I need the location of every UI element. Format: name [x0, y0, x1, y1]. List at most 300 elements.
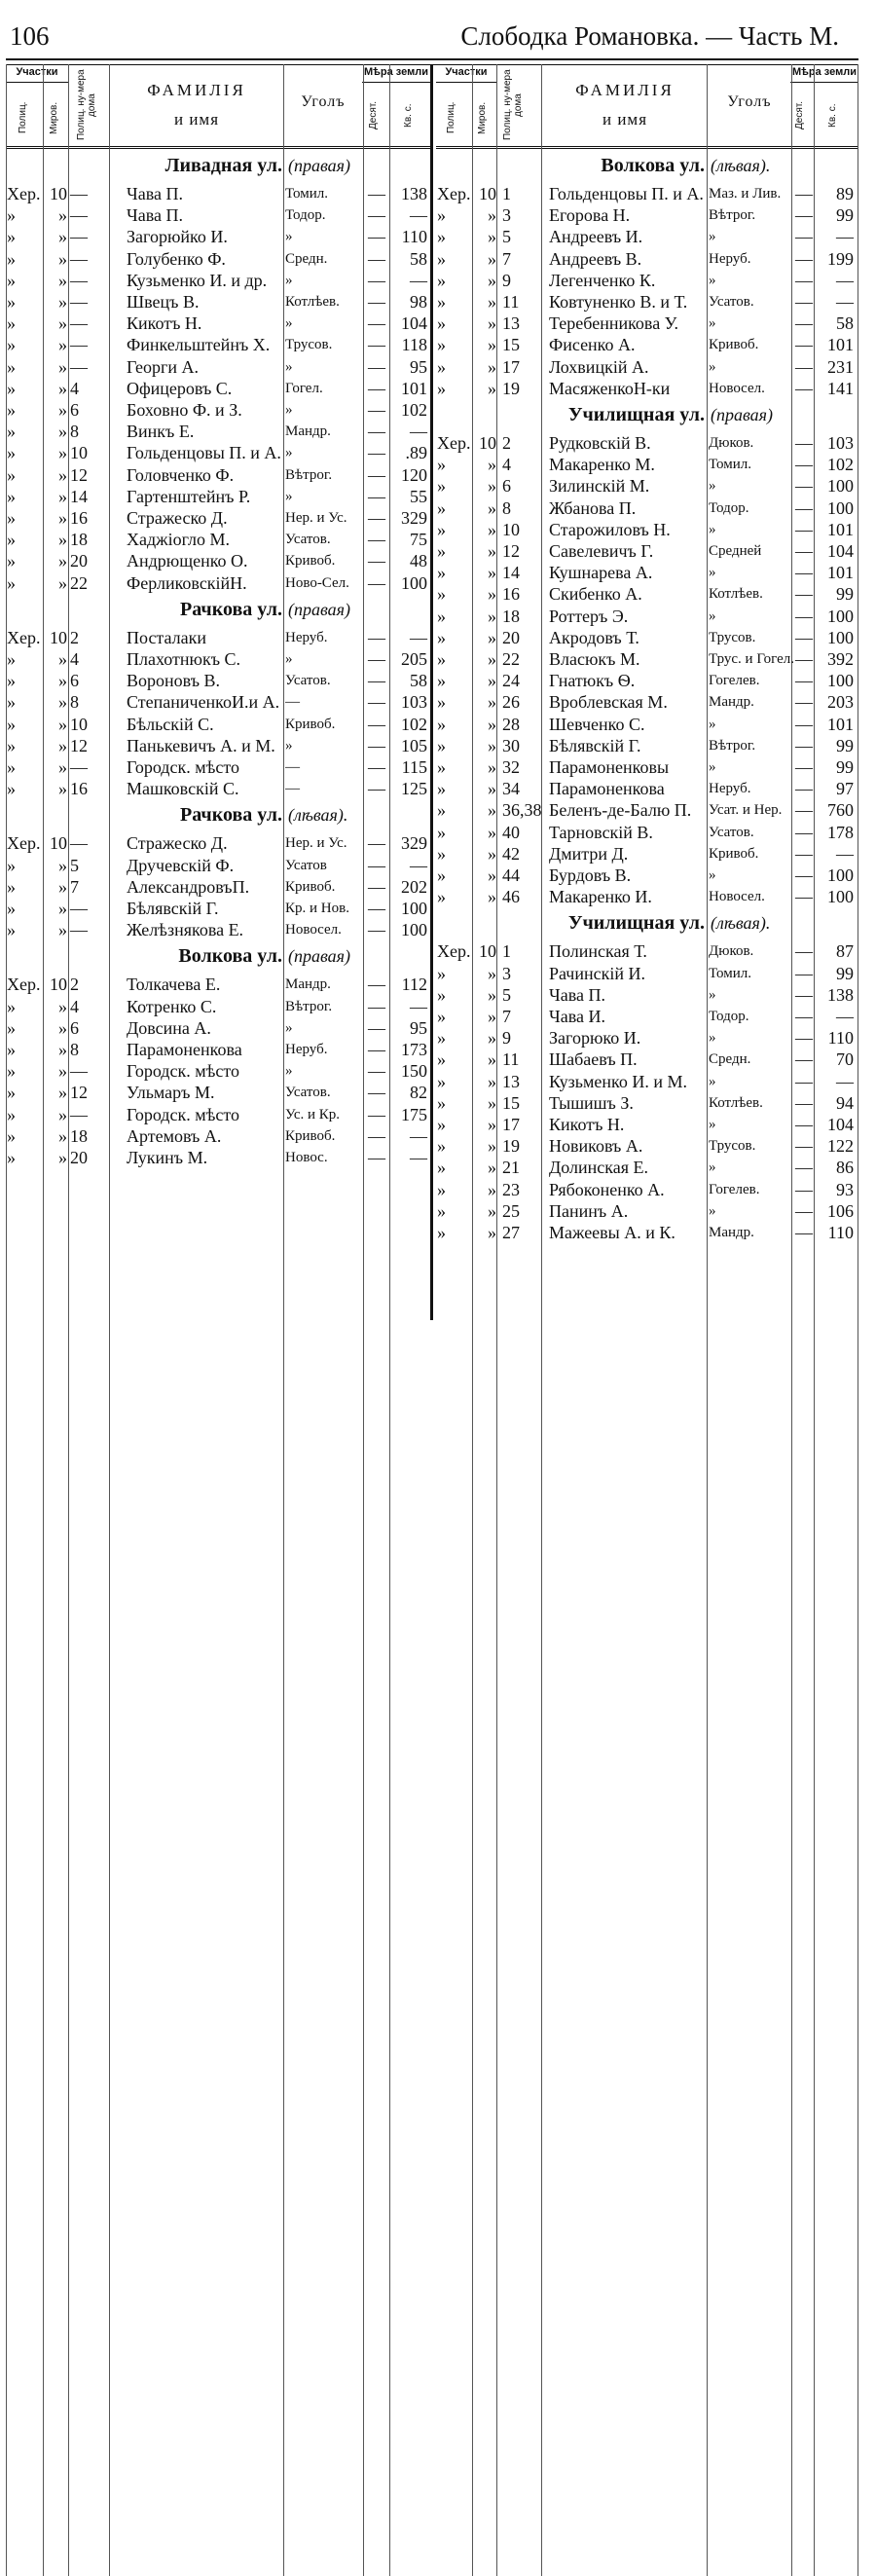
land-desyatin: — [795, 455, 813, 475]
magistrate-district: » [58, 920, 67, 940]
house-number: 9 [502, 1028, 511, 1049]
magistrate-district: » [488, 1071, 496, 1091]
corner-street: » [285, 651, 293, 667]
police-district: » [437, 1223, 446, 1242]
land-sq-sazhen: 112 [401, 975, 427, 995]
magistrate-district: » [58, 1083, 67, 1103]
land-desyatin: — [368, 692, 385, 713]
magistrate-district: » [58, 530, 67, 550]
corner-street: Котлѣев. [709, 1094, 763, 1111]
header-familiya: ФАМИЛІЯ и имя [147, 81, 246, 129]
owner-name: Гартенштейнъ Р. [127, 486, 251, 506]
table-row [6, 778, 430, 799]
table-row [436, 583, 858, 605]
house-number: — [70, 205, 88, 226]
house-number: 8 [70, 1040, 79, 1059]
land-desyatin: — [795, 356, 813, 377]
header-uchastki: Участки [445, 66, 488, 78]
house-number: 6 [70, 1017, 79, 1038]
police-district: » [7, 443, 16, 463]
owner-name: Акродовъ Т. [549, 627, 639, 647]
land-sq-sazhen: 110 [401, 227, 427, 247]
table-row [6, 291, 430, 313]
magistrate-district: » [488, 1092, 496, 1113]
police-district: » [437, 606, 446, 626]
corner-street: Усатов. [285, 673, 331, 689]
house-number: 19 [502, 1136, 520, 1157]
house-number: 9 [502, 270, 511, 290]
house-number: — [70, 248, 88, 269]
owner-name: Чава П. [127, 205, 183, 226]
page-title: Слободка Романовка. — Часть М. [460, 21, 839, 51]
magistrate-district: » [58, 508, 67, 528]
corner-street: » [285, 445, 293, 461]
magistrate-district: » [488, 227, 496, 247]
magistrate-district: » [58, 757, 67, 777]
magistrate-district: » [488, 378, 496, 398]
owner-name: Кузьменко И. и М. [549, 1071, 687, 1091]
land-sq-sazhen: 100 [827, 606, 854, 626]
police-district: » [7, 996, 16, 1016]
header-desyat: Десят. [368, 101, 379, 130]
corner-street: » [285, 315, 293, 332]
owner-name: Андреевъ И. [549, 227, 643, 247]
header-polits: Полиц. [446, 101, 456, 134]
police-district: » [437, 519, 446, 539]
corner-street: Трусов. [709, 629, 756, 645]
owner-name: ФерликовскійН. [127, 572, 247, 593]
owner-name: Городск. мѣсто [127, 1061, 239, 1082]
corner-street: » [709, 272, 716, 288]
land-desyatin: — [368, 996, 385, 1016]
house-number: 14 [502, 563, 520, 583]
corner-street: Гогелев. [709, 673, 760, 689]
corner-street: Усатов. [709, 824, 754, 840]
table-row [436, 1135, 858, 1157]
police-district: » [437, 378, 446, 398]
corner-street: Гогел. [285, 380, 323, 396]
table-row [436, 1114, 858, 1135]
land-sq-sazhen: 101 [401, 378, 427, 398]
magistrate-district: » [488, 822, 496, 842]
corner-street: » [709, 315, 716, 332]
police-district: » [7, 356, 16, 377]
magistrate-district: » [58, 443, 67, 463]
magistrate-district: » [58, 464, 67, 485]
land-sq-sazhen: — [836, 1071, 854, 1091]
police-district: » [7, 400, 16, 420]
owner-name: Макаренко И. [549, 887, 652, 907]
magistrate-district: » [488, 606, 496, 626]
land-desyatin: — [368, 378, 385, 398]
table-row [6, 248, 430, 270]
police-district: » [437, 843, 446, 864]
owner-name: Парамоненкова [549, 779, 665, 799]
magistrate-district: » [58, 735, 67, 755]
police-district: » [437, 476, 446, 497]
house-number: 6 [70, 671, 79, 691]
house-number: 20 [70, 1148, 88, 1167]
house-number: 1 [502, 941, 511, 962]
house-number: 18 [70, 530, 88, 550]
house-number: 8 [70, 692, 79, 713]
magistrate-district: » [58, 1061, 67, 1082]
corner-street: » [709, 867, 716, 883]
table-row [436, 799, 858, 821]
corner-street: Трусов. [709, 1138, 756, 1155]
land-desyatin: — [368, 627, 385, 647]
street-name: Училищная ул. [567, 404, 705, 425]
table-row [6, 1147, 430, 1168]
corner-street: Усат. и Нер. [709, 802, 783, 819]
corner-street: Томил. [709, 457, 752, 473]
corner-street: — [285, 759, 300, 775]
police-district: » [7, 1125, 16, 1146]
land-sq-sazhen: 100 [827, 865, 854, 885]
corner-street: Неруб. [285, 1042, 328, 1057]
police-district: » [7, 735, 16, 755]
police-district: » [437, 692, 446, 713]
owner-name: Чава П. [549, 984, 605, 1005]
left-column [6, 64, 430, 1320]
police-district: » [7, 270, 16, 290]
house-number: 5 [502, 227, 511, 247]
corner-street: Неруб. [285, 629, 328, 645]
corner-street: Вѣтрог. [285, 466, 333, 483]
table-row [436, 226, 858, 247]
table-row [6, 832, 430, 854]
land-sq-sazhen: 95 [410, 356, 427, 377]
house-number: 1 [502, 184, 511, 203]
land-sq-sazhen: 99 [836, 757, 854, 777]
land-sq-sazhen: 93 [836, 1179, 854, 1199]
table-row [6, 270, 430, 291]
land-desyatin: — [795, 270, 813, 290]
header-mirov: Миров. [49, 101, 59, 134]
police-district: » [437, 865, 446, 885]
house-number: 21 [502, 1158, 520, 1178]
magistrate-district: » [58, 378, 67, 398]
land-desyatin: — [795, 779, 813, 799]
house-number: 18 [502, 606, 520, 626]
house-number: 20 [502, 627, 520, 647]
header-rule [6, 58, 858, 60]
magistrate-district: » [58, 649, 67, 669]
police-district: » [437, 757, 446, 777]
corner-street: » [709, 358, 716, 375]
corner-street: » [709, 716, 716, 732]
land-sq-sazhen: 329 [401, 508, 427, 528]
police-district: » [7, 313, 16, 334]
police-district: » [437, 497, 446, 518]
owner-name: Кикотъ Н. [127, 313, 202, 334]
magistrate-district: » [488, 292, 496, 312]
corner-street: Кривоб. [285, 553, 336, 570]
corner-street: » [709, 1159, 716, 1176]
police-district: » [437, 1092, 446, 1113]
land-sq-sazhen: 205 [401, 649, 427, 669]
police-district: Хер. [7, 627, 41, 647]
police-district: » [7, 248, 16, 269]
table-row [436, 886, 858, 907]
police-district: » [437, 248, 446, 269]
table-row [6, 627, 430, 648]
police-district: » [7, 714, 16, 734]
header-mera: Мѣра земли [792, 66, 857, 78]
corner-street: » [285, 272, 293, 288]
land-sq-sazhen: 100 [827, 476, 854, 497]
land-sq-sazhen: 199 [827, 248, 854, 269]
table-row [6, 442, 430, 463]
owner-name: Городск. мѣсто [127, 757, 239, 777]
land-desyatin: — [368, 833, 385, 854]
police-district: » [437, 822, 446, 842]
corner-street: Томил. [709, 965, 752, 981]
header-familiya: ФАМИЛІЯ и имя [575, 81, 675, 129]
corner-street: » [709, 759, 716, 775]
land-sq-sazhen: 89 [836, 184, 854, 203]
magistrate-district: » [488, 1223, 496, 1242]
table-row [436, 183, 858, 204]
house-number: 14 [70, 486, 88, 506]
police-district: » [437, 1200, 446, 1221]
house-number: 7 [502, 248, 511, 269]
table-row [6, 226, 430, 247]
house-number: 24 [502, 671, 520, 691]
police-district: » [437, 292, 446, 312]
corner-street: Новос. [285, 1150, 328, 1165]
corner-street: Томил. [285, 186, 329, 202]
owner-name: Савелевичъ Г. [549, 541, 654, 561]
corner-street: Трусов. [285, 337, 333, 353]
corner-street: Мандр. [709, 694, 754, 711]
owner-name: Чава И. [549, 1007, 605, 1026]
police-district: » [7, 508, 16, 528]
land-sq-sazhen: 231 [827, 356, 854, 377]
magistrate-district: 10 [479, 433, 496, 453]
land-desyatin: — [795, 649, 813, 669]
owner-name: Макаренко М. [549, 455, 655, 475]
police-district: » [437, 205, 446, 226]
house-number: 15 [502, 1092, 520, 1113]
land-sq-sazhen: 86 [836, 1158, 854, 1178]
corner-street: — [285, 781, 300, 797]
house-number: 5 [502, 984, 511, 1005]
land-sq-sazhen: 760 [827, 800, 854, 821]
corner-street: Средн. [709, 1051, 751, 1068]
magistrate-district: » [488, 843, 496, 864]
house-number: 27 [502, 1223, 520, 1242]
land-sq-sazhen: 94 [836, 1092, 854, 1113]
magistrate-district: » [488, 963, 496, 983]
house-number: — [70, 1061, 88, 1082]
police-district: » [7, 779, 16, 799]
street-name: Волкова ул. [178, 945, 282, 968]
magistrate-district: » [58, 855, 67, 875]
land-desyatin: — [795, 692, 813, 713]
table-row [436, 291, 858, 313]
owner-name: Городск. мѣсто [127, 1104, 239, 1124]
house-number: 16 [70, 508, 88, 528]
corner-street: Гогелев. [709, 1181, 760, 1197]
land-sq-sazhen: — [836, 292, 854, 312]
owner-name: Парамоненковы [549, 757, 670, 777]
land-desyatin: — [795, 757, 813, 777]
corner-street: » [285, 737, 293, 754]
owner-name: Кушнарева А. [549, 563, 653, 583]
land-desyatin: — [368, 671, 385, 691]
land-desyatin: — [795, 1115, 813, 1134]
table-row [436, 562, 858, 583]
table-row [436, 313, 858, 334]
street-heading [6, 942, 430, 970]
corner-street: » [709, 1202, 716, 1219]
owner-name: Хаджіогло М. [127, 530, 231, 550]
header-ugol: Уголъ [727, 93, 772, 110]
table-header [6, 64, 430, 149]
corner-street: — [285, 694, 300, 711]
land-desyatin: — [368, 227, 385, 247]
table-row [436, 204, 858, 226]
police-district: » [437, 584, 446, 605]
owner-name: Финкельштейнъ Х. [127, 335, 271, 355]
police-district: » [7, 855, 16, 875]
table-row [436, 756, 858, 778]
table-row [436, 1071, 858, 1092]
owner-name: Желѣзнякова Е. [127, 920, 244, 940]
table-row [6, 421, 430, 442]
police-district: » [7, 899, 16, 918]
owner-name: Зилинскій М. [549, 476, 650, 497]
house-number: 7 [502, 1007, 511, 1026]
street-side: (правая) [288, 946, 351, 967]
corner-street: Средн. [285, 250, 328, 267]
land-sq-sazhen: 138 [827, 984, 854, 1005]
land-sq-sazhen: .89 [405, 443, 427, 463]
magistrate-district: » [58, 876, 67, 897]
police-district: » [7, 378, 16, 398]
house-number: 30 [502, 735, 520, 755]
land-sq-sazhen: 104 [827, 541, 854, 561]
table-row [6, 1060, 430, 1082]
magistrate-district: » [488, 757, 496, 777]
police-district: » [7, 1083, 16, 1103]
police-district: » [437, 779, 446, 799]
house-number: 11 [502, 1049, 520, 1070]
magistrate-district: 10 [50, 975, 67, 995]
header-kv-s: Кв. с. [403, 103, 414, 129]
header-nomer: Полиц. ну-мера дома [76, 69, 97, 141]
owner-name: Дмитри Д. [549, 843, 629, 864]
land-sq-sazhen: 99 [836, 584, 854, 605]
table-row [436, 540, 858, 562]
house-number: 8 [502, 497, 511, 518]
owner-name: Бѣлявскій Г. [127, 899, 219, 918]
magistrate-district: » [58, 335, 67, 355]
police-district: » [7, 572, 16, 593]
owner-name: Бѣльскій С. [127, 714, 214, 734]
land-sq-sazhen: 138 [401, 184, 427, 203]
table-row [436, 334, 858, 355]
police-district: Хер. [437, 184, 471, 203]
land-sq-sazhen: 99 [836, 205, 854, 226]
owner-name: Головченко Ф. [127, 464, 235, 485]
house-number: 2 [70, 627, 79, 647]
table-row [436, 519, 858, 540]
owner-name: Рудковскій В. [549, 433, 651, 453]
owner-name: Шевченко С. [549, 714, 645, 734]
land-desyatin: — [795, 941, 813, 962]
land-desyatin: — [368, 714, 385, 734]
house-number: 16 [70, 779, 88, 799]
land-sq-sazhen: 101 [827, 519, 854, 539]
table-row [436, 984, 858, 1006]
house-number: 42 [502, 843, 520, 864]
police-district: » [7, 757, 16, 777]
police-district: » [7, 205, 16, 226]
corner-street: » [709, 478, 716, 495]
corner-street: Мандр. [709, 1225, 754, 1240]
table-row [6, 550, 430, 571]
street-side: (лѣвая). [711, 156, 771, 175]
house-number: 22 [70, 572, 88, 593]
corner-street: Дюков. [709, 435, 754, 451]
house-number: 28 [502, 714, 520, 734]
police-district: » [437, 800, 446, 821]
owner-name: Шабаевъ П. [549, 1049, 638, 1070]
owner-name: Машковскій С. [127, 779, 239, 799]
corner-street: Усатов. [285, 532, 331, 548]
land-desyatin: — [795, 1049, 813, 1070]
land-desyatin: — [795, 497, 813, 518]
land-desyatin: — [368, 855, 385, 875]
table-row [6, 1082, 430, 1103]
table-row [436, 627, 858, 648]
owner-name: Рябоконенко А. [549, 1179, 665, 1199]
table-row [436, 475, 858, 497]
house-number: 18 [70, 1125, 88, 1146]
police-district: » [437, 627, 446, 647]
police-district: » [437, 1136, 446, 1157]
owner-name: АлександровъП. [127, 876, 250, 897]
land-desyatin: — [795, 1092, 813, 1113]
land-sq-sazhen: 70 [836, 1049, 854, 1070]
land-desyatin: — [795, 1028, 813, 1049]
table-row [436, 778, 858, 799]
land-sq-sazhen: 104 [401, 313, 427, 334]
table-row [436, 714, 858, 735]
land-desyatin: — [368, 572, 385, 593]
land-desyatin: — [795, 1200, 813, 1221]
police-district: Хер. [7, 975, 41, 995]
house-number: — [70, 335, 88, 355]
land-desyatin: — [795, 335, 813, 355]
house-number: — [70, 833, 88, 854]
owner-name: Лукинъ М. [127, 1148, 208, 1167]
magistrate-district: » [488, 335, 496, 355]
table-row [6, 1104, 430, 1125]
street-name: Рачкова ул. [180, 804, 282, 827]
magistrate-district: » [488, 984, 496, 1005]
land-sq-sazhen: 102 [827, 455, 854, 475]
land-desyatin: — [368, 1040, 385, 1059]
owner-name: Георги А. [127, 356, 200, 377]
magistrate-district: » [488, 1049, 496, 1070]
house-number: 12 [70, 1083, 88, 1103]
corner-street: » [285, 1019, 293, 1036]
street-side: (лѣвая). [288, 805, 348, 826]
table-header [436, 64, 858, 149]
